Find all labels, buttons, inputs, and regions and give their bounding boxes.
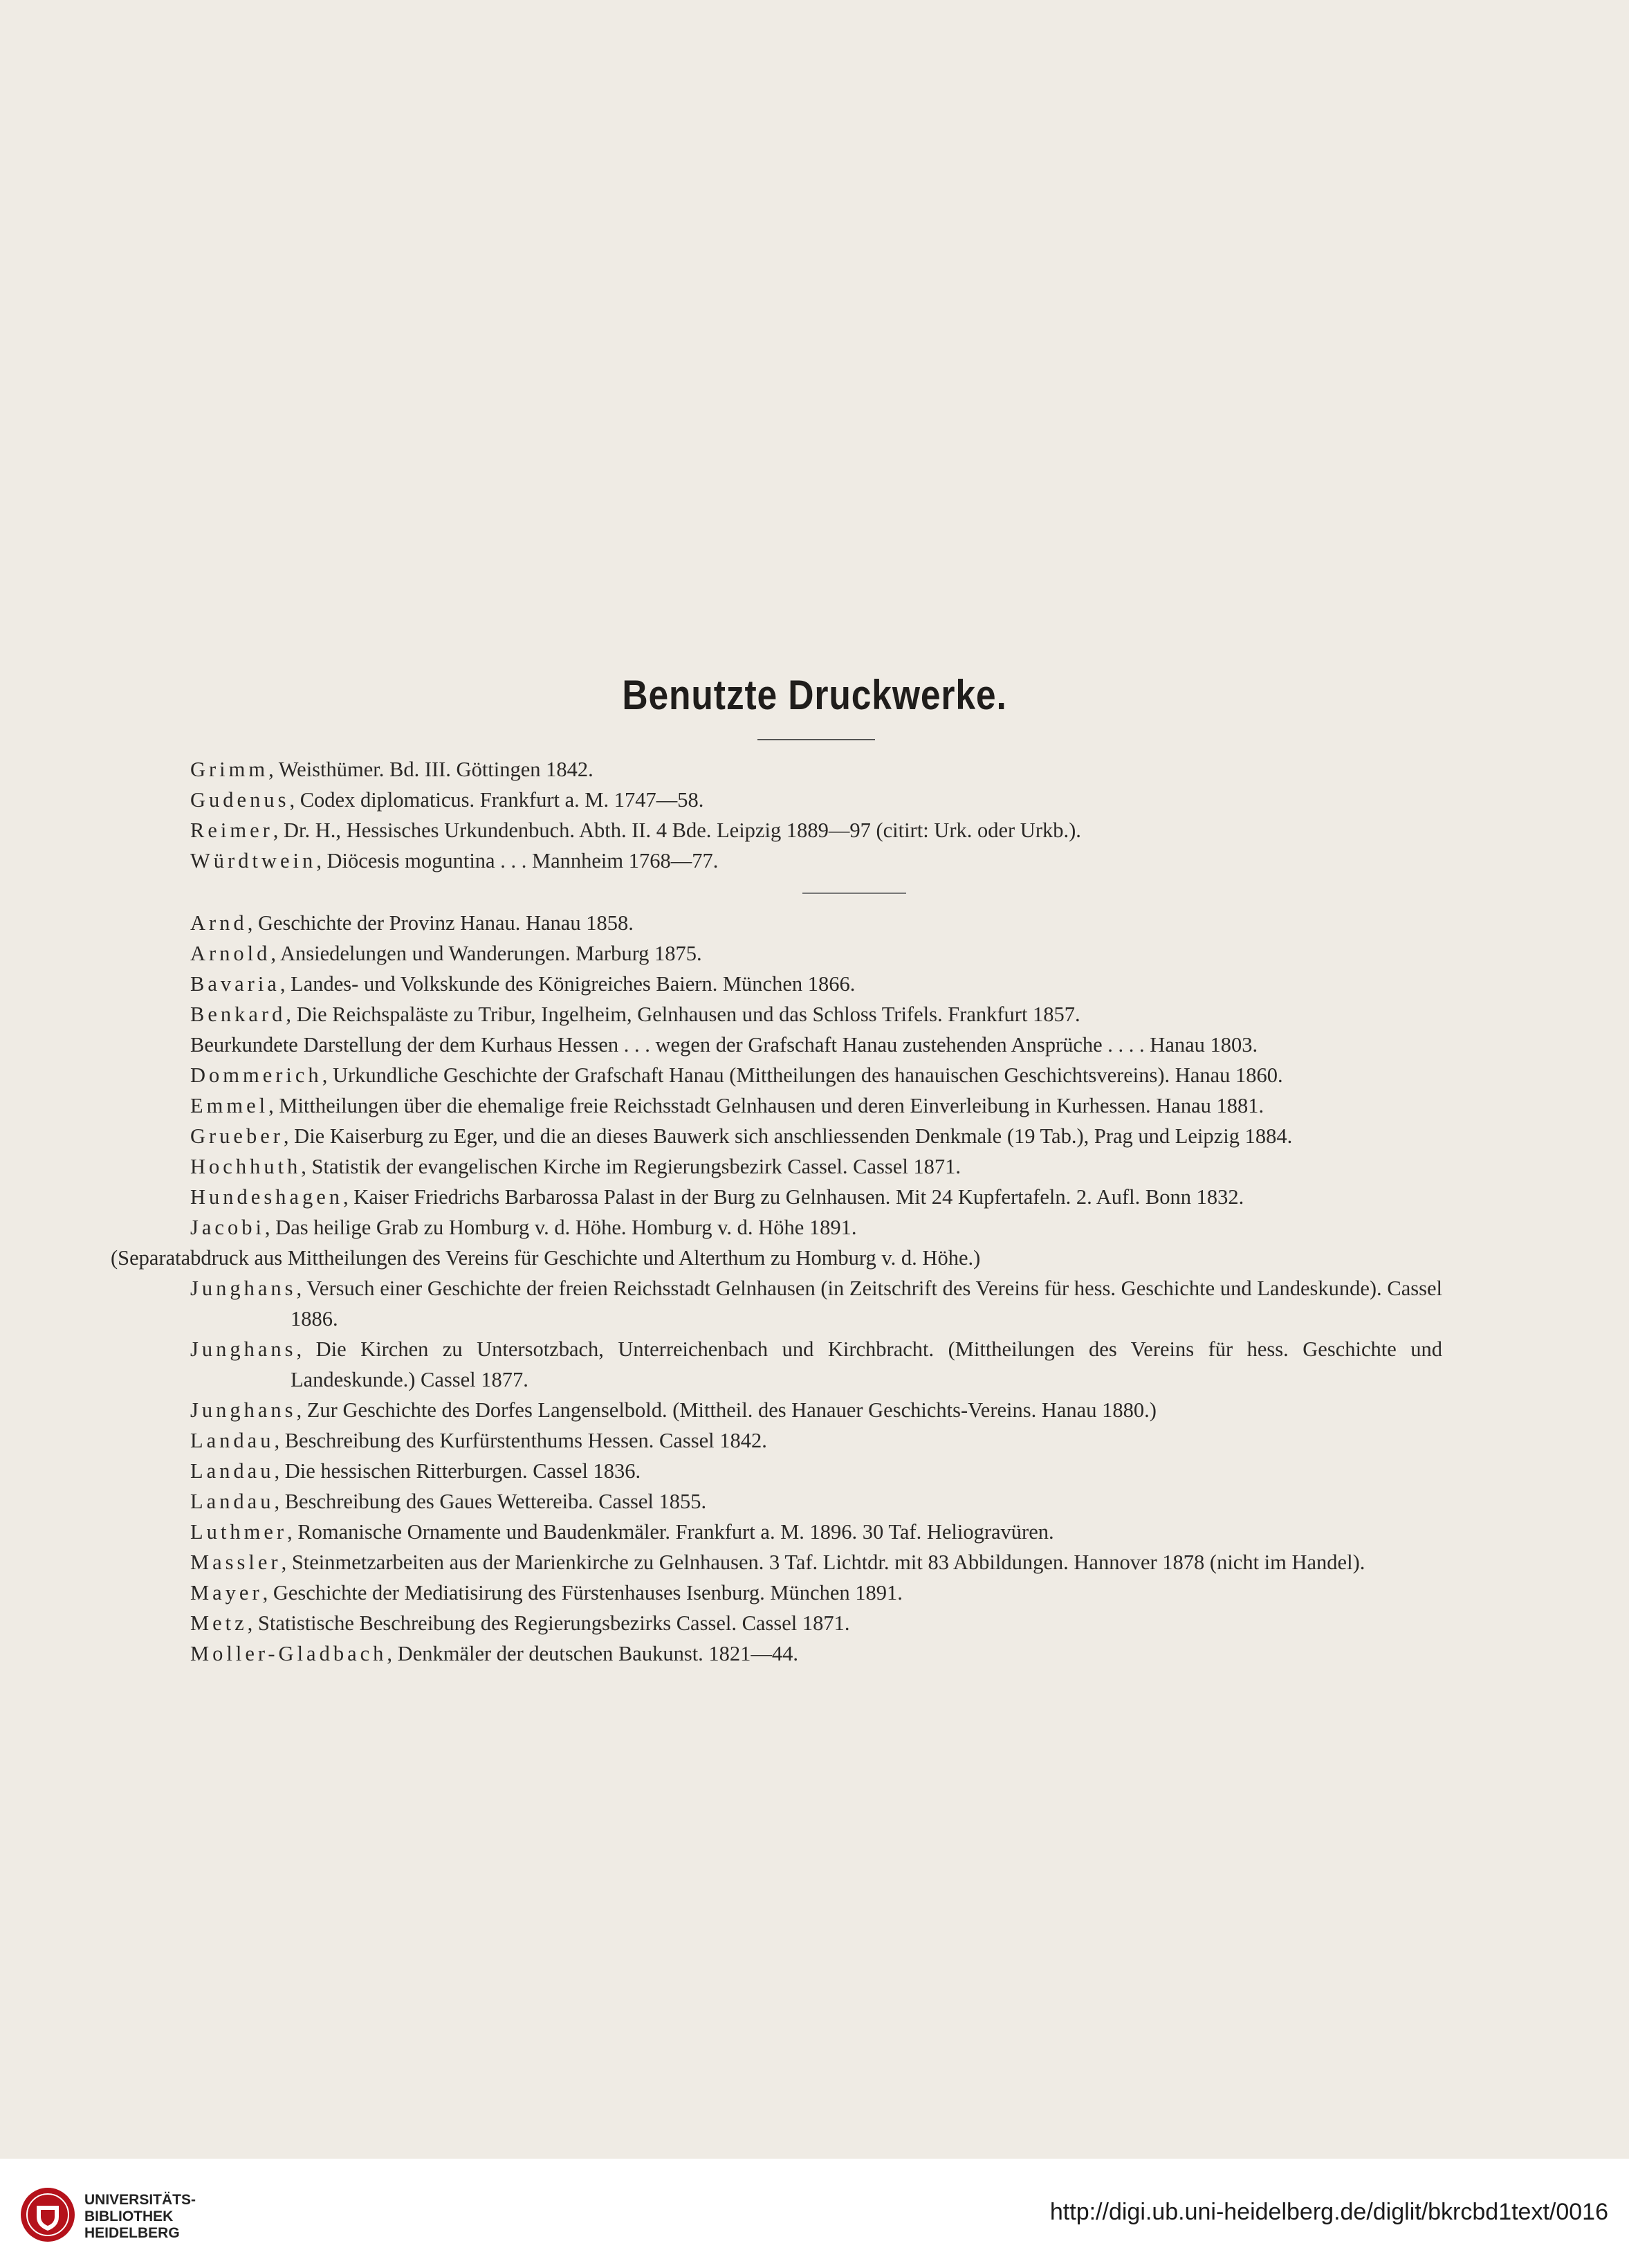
bibliography-entry — [190, 1638, 1442, 1669]
entry-author: Hochhuth — [190, 1155, 302, 1178]
entry-citation: , Steinmetzarbeiten aus der Marienkirche zu Gelnhausen. 3 Taf. Lichtdr. mit 83 Abbildungen. Hannover 1878 (nicht im Handel). — [281, 1551, 1365, 1574]
entry-citation: , Urkundliche Geschichte der Grafschaft Hanau (Mittheilungen des hanauischen Geschichtsvereins). Hanau 1860. — [322, 1063, 1283, 1087]
entry-author: Mayer — [190, 1581, 263, 1604]
entry-citation: , Kaiser Friedrichs Barbarossa Palast in der Burg zu Gelnhausen. Mit 24 Kupfertafeln. 2. Aufl. Bonn 1832. — [343, 1185, 1244, 1209]
entry-citation: , Das heilige Grab zu Homburg v. d. Höhe. Homburg v. d. Höhe 1891. — [264, 1216, 857, 1239]
bibliography-entry — [190, 1547, 1442, 1577]
entry-author: Arnold — [190, 942, 271, 965]
entry-author: Gudenus — [190, 788, 290, 812]
entry-citation: , Diöcesis moguntina . . . Mannheim 1768—77. — [316, 849, 719, 872]
entry-author: Moller-Gladbach — [190, 1642, 387, 1665]
title-divider — [757, 739, 875, 740]
entry-author: Hundeshagen — [190, 1185, 344, 1209]
entry-citation: , Ansiedelungen und Wanderungen. Marburg 1875. — [270, 942, 702, 965]
entry-author: Landau — [190, 1429, 275, 1452]
entry-citation: , Zur Geschichte des Dorfes Langenselbold. (Mittheil. des Hanauer Geschichts-Vereins. Hanau 1880.) — [296, 1398, 1157, 1422]
entry-author: Luthmer — [190, 1520, 288, 1544]
bibliography-entry — [190, 1060, 1442, 1090]
entry-author: Würdtwein — [190, 849, 317, 872]
entry-author: Dommerich — [190, 1063, 322, 1087]
bibliography-entry — [190, 1425, 1442, 1456]
bibliography-entry — [190, 1151, 1442, 1182]
entry-citation: , Versuch einer Geschichte der freien Reichsstadt Gelnhausen (in Zeitschrift des Vereins für hess. Geschichte und Landeskunde). Cassel 1886. — [291, 1277, 1442, 1330]
bibliography-entry — [190, 1334, 1442, 1395]
entry-author: Benkard — [190, 1003, 286, 1026]
bibliography-entry — [190, 1273, 1442, 1334]
entry-citation: , Die Kaiserburg zu Eger, und die an dieses Bauwerk sich anschliessenden Denkmale (19 Tab.), Prag und Leipzig 1884. — [283, 1124, 1293, 1148]
entry-citation: (Separatabdruck aus Mittheilungen des Vereins für Geschichte und Alterthum zu Homburg v. d. Höhe.) — [111, 1246, 981, 1270]
library-name — [84, 2192, 196, 2242]
entry-citation: , Beschreibung des Kurfürstenthums Hessen. Cassel 1842. — [274, 1429, 767, 1452]
entry-citation: , Beschreibung des Gaues Wettereiba. Cassel 1855. — [274, 1490, 707, 1513]
section-divider — [802, 893, 906, 894]
entry-citation: , Statistik der evangelischen Kirche im Regierungsbezirk Cassel. Cassel 1871. — [301, 1155, 961, 1178]
bibliography-entry — [190, 1456, 1442, 1486]
entry-citation: , Die Reichspaläste zu Tribur, Ingelheim, Gelnhausen und das Schloss Trifels. Frankfurt 1857. — [286, 1003, 1080, 1026]
entry-author: Landau — [190, 1490, 275, 1513]
bibliography-primary-sources — [190, 754, 1442, 876]
entry-citation: , Die Kirchen zu Untersotzbach, Unterreichenbach und Kirchbracht. (Mittheilungen des Vereins für hess. Geschichte und Landeskunde.) Cassel 1877. — [291, 1337, 1442, 1391]
entry-citation: Beurkundete Darstellung der dem Kurhaus Hessen . . . wegen der Grafschaft Hanau zustehenden Ansprüche . . . . Hanau 1803. — [190, 1033, 1258, 1057]
bibliography-entry — [190, 1486, 1442, 1517]
entry-citation: , Geschichte der Provinz Hanau. Hanau 1858. — [247, 911, 634, 935]
entry-citation: , Geschichte der Mediatisirung des Fürstenhauses Isenburg. München 1891. — [262, 1581, 903, 1604]
library-name-line: HEIDELBERG — [84, 2225, 180, 2241]
bibliography-entry — [190, 999, 1442, 1030]
bibliography-entry — [190, 845, 1442, 876]
bibliography-entry — [190, 1395, 1442, 1425]
entry-citation: , Die hessischen Ritterburgen. Cassel 1836. — [274, 1459, 641, 1483]
entry-author: Massler — [190, 1551, 282, 1574]
entry-citation: , Statistische Beschreibung des Regierungsbezirks Cassel. Cassel 1871. — [247, 1611, 850, 1635]
bibliography-entry — [190, 1212, 1442, 1243]
footer-bar — [0, 2159, 1629, 2268]
entry-author: Junghans — [190, 1277, 297, 1300]
entry-author: Junghans — [190, 1398, 297, 1422]
bibliography-entry — [190, 1608, 1442, 1638]
entry-author: Bavaria — [190, 972, 280, 996]
entry-author: Reimer — [190, 819, 273, 842]
bibliography-entry — [190, 785, 1442, 815]
bibliography-entry — [111, 1243, 1442, 1273]
seal-icon — [19, 2186, 76, 2243]
entry-author: Arnd — [190, 911, 248, 935]
entry-citation: , Weisthümer. Bd. III. Göttingen 1842. — [268, 758, 593, 781]
page-title: Benutzte Druckwerke. — [622, 672, 1007, 718]
entry-author: Grueber — [190, 1124, 284, 1148]
bibliography-entry — [190, 1517, 1442, 1547]
entry-author: Emmel — [190, 1094, 269, 1117]
library-name-line: BIBLIOTHEK — [84, 2208, 174, 2224]
bibliography-entry — [190, 1577, 1442, 1608]
entry-author: Jacobi — [190, 1216, 265, 1239]
entry-citation: , Mittheilungen über die ehemalige freie Reichsstadt Gelnhausen und deren Einverleibung in Kurhessen. Hanau 1881. — [268, 1094, 1264, 1117]
bibliography-entry — [190, 908, 1442, 938]
source-url[interactable]: http://digi.ub.uni-heidelberg.de/diglit/bkrcbd1text/0016 — [1049, 2199, 1608, 2225]
entry-citation: , Denkmäler der deutschen Baukunst. 1821—44. — [387, 1642, 799, 1665]
bibliography-entry — [190, 1090, 1442, 1121]
entry-citation: , Landes- und Volkskunde des Königreiches Baiern. München 1866. — [279, 972, 856, 996]
bibliography-entry — [190, 969, 1442, 999]
entry-author: Junghans — [190, 1337, 297, 1361]
entry-author: Landau — [190, 1459, 275, 1483]
entry-citation: , Dr. H., Hessisches Urkundenbuch. Abth. II. 4 Bde. Leipzig 1889—97 (citirt: Urk. oder Urkb.). — [273, 819, 1081, 842]
entry-citation: , Romanische Ornamente und Baudenkmäler. Frankfurt a. M. 1896. 30 Taf. Heliogravüren. — [287, 1520, 1054, 1544]
bibliography-entry — [190, 1121, 1442, 1151]
bibliography-entry — [190, 754, 1442, 785]
bibliography-entry — [190, 1030, 1442, 1060]
bibliography-entry — [190, 815, 1442, 845]
entry-author: Metz — [190, 1611, 248, 1635]
bibliography-entry — [190, 1182, 1442, 1212]
bibliography-literature — [111, 908, 1442, 1669]
entry-citation: , Codex diplomaticus. Frankfurt a. M. 1747—58. — [289, 788, 704, 812]
bibliography-entry — [190, 938, 1442, 969]
entry-author: Grimm — [190, 758, 269, 781]
library-name-line: UNIVERSITÄTS- — [84, 2192, 196, 2208]
